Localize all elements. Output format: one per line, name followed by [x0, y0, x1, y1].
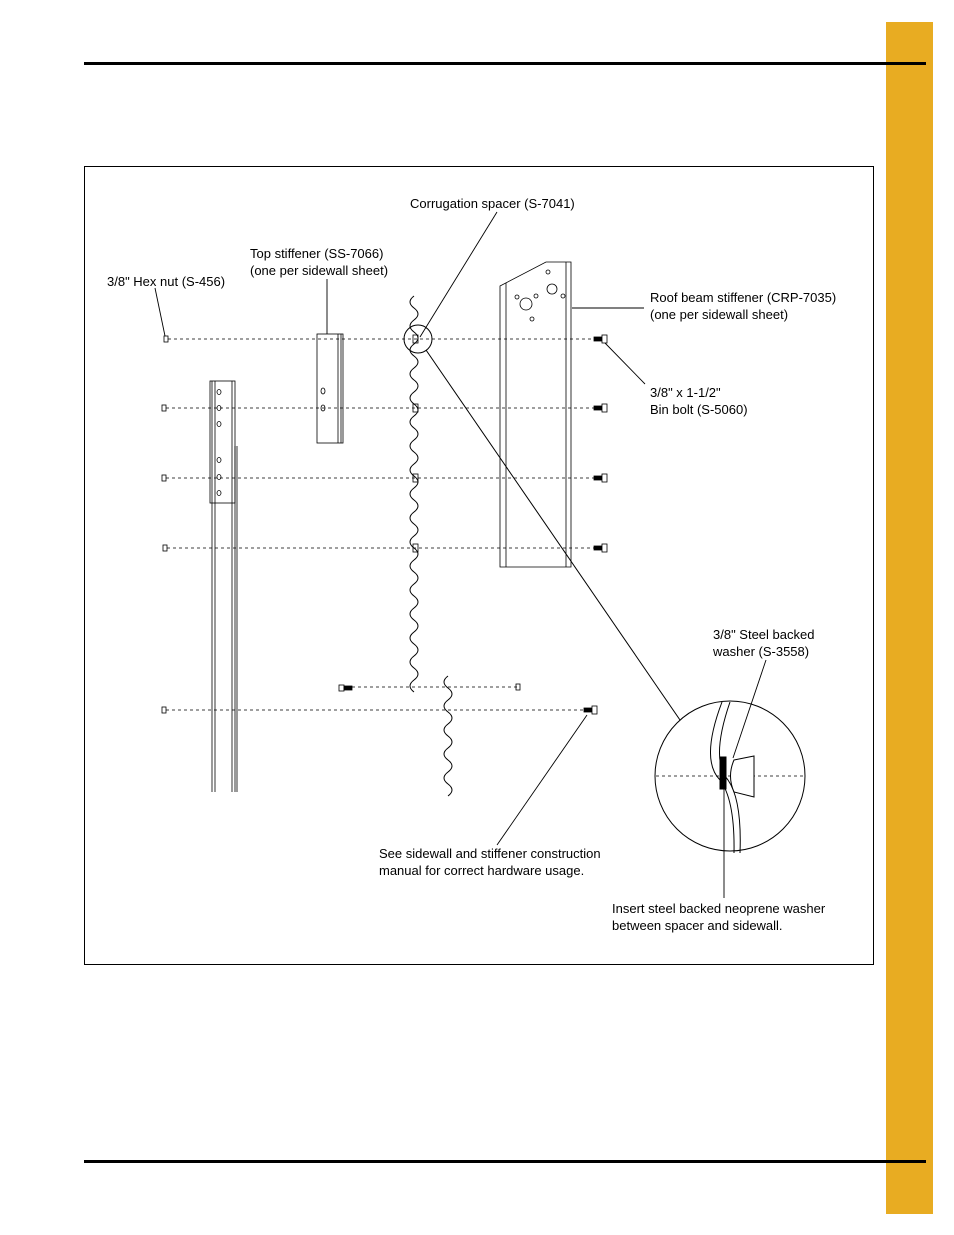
washer-detail-view — [655, 701, 805, 853]
sidewall-corrugation-lower-part — [444, 676, 452, 796]
bin-bolt-part — [339, 335, 607, 714]
bolt-axis-lines — [166, 339, 595, 710]
hex-nut-label: 3/8" Hex nut (S-456) — [107, 274, 226, 289]
bin-bolt-label: 3/8" x 1-1/2" Bin bolt (S-5060) — [650, 385, 748, 417]
top-stiffener-part — [317, 334, 343, 443]
roof-beam-stiffener-label: Roof beam stiffener (CRP-7035) (one per sidewall sheet) — [650, 290, 837, 322]
top-stiffener-label: Top stiffener (SS-7066) (one per sidewall sheet) — [250, 246, 389, 278]
detail-zoom-line — [426, 350, 680, 720]
sidewall-stiffener-part — [210, 381, 237, 792]
steel-washer-label: 3/8" Steel backed washer (S-3558) — [713, 627, 815, 659]
sidewall-corrugation-part — [410, 296, 418, 692]
hardware-usage-note: See sidewall and stiffener construction manual for correct hardware usage. — [379, 846, 601, 878]
corrugation-spacer-part — [413, 335, 418, 552]
corrugation-spacer-label: Corrugation spacer (S-7041) — [410, 196, 575, 211]
insert-washer-note: Insert steel backed neoprene washer between spacer and sidewall. — [612, 901, 826, 933]
roof-beam-stiffener-part — [500, 262, 571, 567]
